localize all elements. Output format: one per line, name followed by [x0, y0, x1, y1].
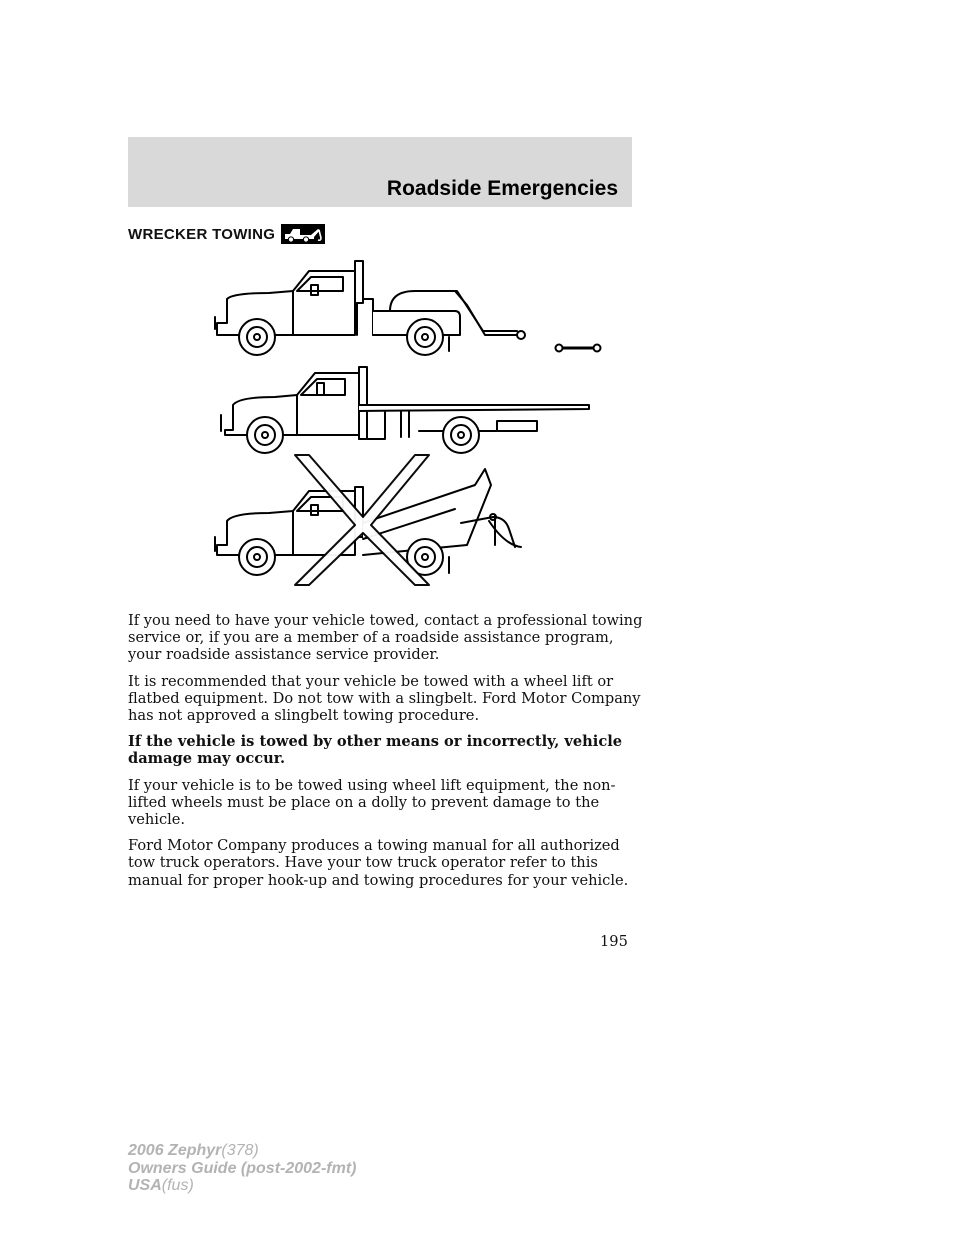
body-text — [128, 612, 644, 898]
flatbed-truck — [221, 367, 589, 453]
wheel-lift-truck — [215, 261, 601, 355]
footer-model-code: (378) — [221, 1142, 259, 1159]
section-heading-text: WRECKER TOWING — [128, 225, 276, 243]
slingbelt-truck — [215, 455, 521, 585]
header-band — [128, 137, 632, 207]
footer-market-code: (fus) — [161, 1177, 194, 1194]
footer — [128, 1142, 356, 1195]
section-heading — [128, 224, 325, 244]
paragraph-1: If you need to have your vehicle towed, contact a professional towing service or, if you are a member of a roadside assistance program, your roadside assistance service provider. — [128, 612, 643, 664]
footer-line-1 — [128, 1142, 356, 1160]
tow-trucks-illustration — [205, 255, 625, 595]
page-header-title: Roadside Emergencies — [386, 177, 618, 200]
paragraph-2: It is recommended that your vehicle be towed with a wheel lift or flatbed equipment. Do not tow with a slingbelt. Ford Motor Company has not approved a slingbelt towing procedure. — [128, 672, 641, 725]
footer-line-2: Owners Guide (post-2002-fmt) — [128, 1159, 357, 1177]
footer-line-3 — [128, 1177, 356, 1195]
warning-paragraph: If the vehicle is towed by other means or incorrectly, vehicle damage may occur. — [128, 733, 623, 768]
tow-truck-icon — [281, 224, 325, 244]
paragraph-4: If your vehicle is to be towed using wheel lift equipment, the non-lifted wheels must be place on a dolly to prevent damage to the vehicle. — [128, 776, 616, 829]
page-number: 195 — [600, 933, 628, 950]
paragraph-5: Ford Motor Company produces a towing manual for all authorized tow truck operators. Have your tow truck operator refer to this manual for proper hook-up and towing procedures for your vehicle. — [128, 837, 629, 889]
footer-model: 2006 Zephyr — [128, 1142, 222, 1159]
footer-market: USA — [128, 1177, 162, 1194]
